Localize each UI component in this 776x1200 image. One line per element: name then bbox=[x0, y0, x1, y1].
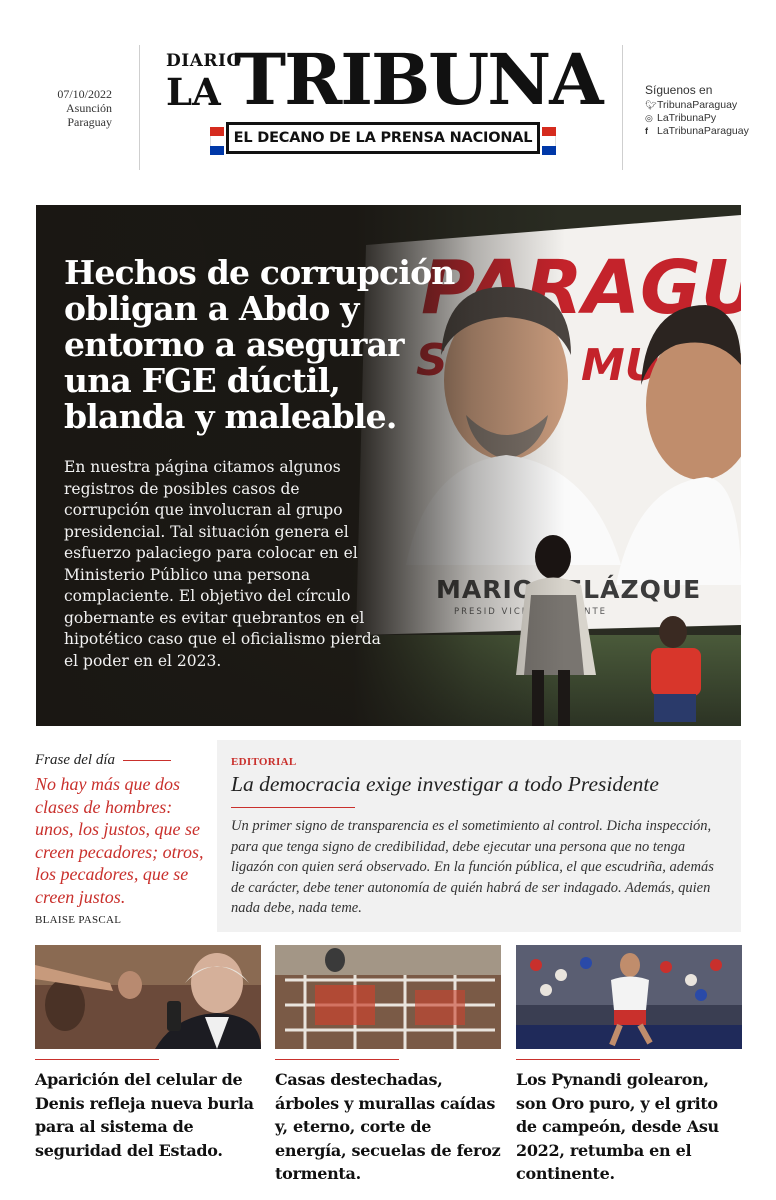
divider bbox=[35, 1059, 159, 1060]
issue-date: 07/10/2022 bbox=[57, 87, 112, 101]
story-headline[interactable]: Los Pynandi golearon, son Oro puro, y el grito de campeón, desde Asu 2022, retumba en el continente. bbox=[516, 1070, 719, 1183]
facebook-icon: f bbox=[645, 126, 648, 136]
social-title: Síguenos en bbox=[645, 83, 713, 97]
social-facebook[interactable]: f LaTribunaParaguay bbox=[645, 125, 749, 137]
story-card[interactable] bbox=[35, 945, 261, 1162]
story-photo bbox=[35, 945, 261, 1049]
divider bbox=[275, 1059, 399, 1060]
divider bbox=[516, 1059, 640, 1060]
social-twitter[interactable]: 🐦︎TribunaParaguay bbox=[645, 99, 738, 111]
divider bbox=[139, 45, 140, 170]
editorial-title[interactable]: La democracia exige investigar a todo Presidente bbox=[231, 772, 659, 796]
flag-stripe-right bbox=[542, 127, 556, 155]
logo-tribuna: TRIBUNA bbox=[234, 38, 602, 121]
story-headline[interactable]: Aparición del celular de Denis refleja nueva burla para al sistema de seguridad del Estado. bbox=[35, 1070, 254, 1160]
story-card[interactable] bbox=[275, 945, 501, 1186]
lead-headline[interactable]: Hechos de corrupción obligan a Abdo y entorno a asegurar una FGE dúctil, blanda y maleable. bbox=[64, 253, 455, 436]
quote-text: No hay más que dos clases de hombres: unos, los justos, que se creen pecadores; otros, los pecadores, que se creen justos. bbox=[35, 774, 204, 907]
date-location bbox=[20, 87, 112, 129]
story-card[interactable] bbox=[516, 945, 742, 1186]
divider bbox=[231, 807, 355, 808]
quote-of-the-day bbox=[35, 752, 205, 926]
issue-city: Asunción bbox=[66, 101, 112, 115]
masthead bbox=[0, 0, 776, 185]
lead-story[interactable] bbox=[36, 205, 741, 726]
issue-country: Paraguay bbox=[67, 115, 112, 129]
social-instagram[interactable]: ◎ LaTribunaPy bbox=[645, 112, 717, 124]
instagram-icon: ◎ bbox=[645, 113, 653, 123]
divider bbox=[123, 760, 171, 761]
quote-label: Frase del día bbox=[35, 752, 115, 768]
social-links bbox=[645, 83, 770, 138]
logo-la: LA bbox=[166, 70, 221, 114]
divider bbox=[622, 45, 623, 170]
story-headline[interactable]: Casas destechadas, árboles y murallas caídas y, eterno, corte de energía, secuelas de feroz tormenta. bbox=[275, 1070, 501, 1183]
editorial[interactable] bbox=[217, 740, 741, 932]
tagline-banner bbox=[210, 120, 556, 162]
logo-diario: DIARIO bbox=[166, 51, 242, 71]
flag-stripe-left bbox=[210, 127, 224, 155]
twitter-icon: 🐦︎ bbox=[645, 100, 657, 110]
quote-author: BLAISE PASCAL bbox=[35, 914, 122, 926]
tagline: EL DECANO DE LA PRENSA NACIONAL bbox=[226, 122, 540, 154]
story-photo bbox=[275, 945, 501, 1049]
lead-summary: En nuestra página citamos algunos registros de posibles casos de corrupción que involucran al grupo presidencial. Tal situación genera el esfuerzo palaciego para colocar en el Ministerio Público una persona complaciente. El objetivo del círculo gobernante es evitar quebrantos en el hipotético caso que el oficialismo pierda el poder en el 2023. bbox=[64, 458, 381, 670]
story-photo bbox=[516, 945, 742, 1049]
editorial-label: EDITORIAL bbox=[231, 756, 297, 768]
editorial-body: Un primer signo de transparencia es el sometimiento al control. Dicha inspección, para que tenga signo de credibilidad, debe ejecutar una persona que no tenga ligazón con quien será observado. En la función pública, el que escudriña, además de carácter, debe tener autonomía de quién habrá de ser indagado. Además, quien nada debe, nada teme. bbox=[231, 818, 714, 916]
